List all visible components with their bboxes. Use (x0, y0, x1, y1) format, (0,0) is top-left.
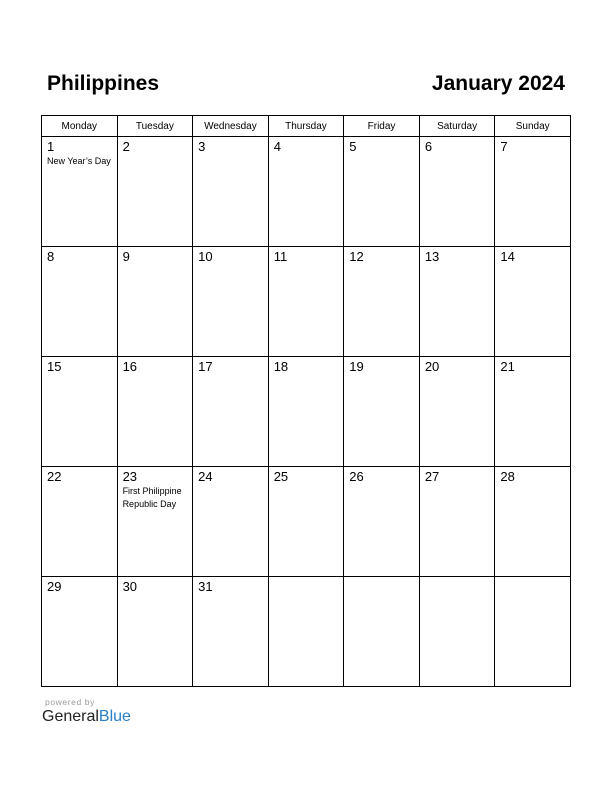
day-cell-content (118, 577, 193, 595)
day-number: 3 (198, 139, 206, 154)
day-cell-content (42, 357, 117, 375)
brand-general: General (42, 708, 99, 725)
day-cell (495, 357, 571, 467)
day-cell-content (193, 247, 268, 265)
day-cell-content (118, 357, 193, 375)
weekday-header: Monday (42, 116, 118, 137)
calendar-grid (41, 115, 571, 687)
day-number: 28 (500, 469, 515, 484)
empty-day-cell (419, 577, 495, 687)
day-cell (193, 247, 269, 357)
day-cell (268, 467, 344, 577)
day-number: 13 (424, 249, 440, 264)
day-cell-content (420, 357, 495, 375)
day-cell-content (193, 467, 268, 485)
day-number: 29 (47, 579, 62, 594)
day-number: 31 (198, 579, 213, 594)
month-title: January 2024 (431, 72, 565, 95)
day-number: 9 (122, 249, 130, 264)
holiday-label: First Philippine Republic Day (122, 486, 182, 509)
day-cell (42, 247, 118, 357)
day-cell (419, 247, 495, 357)
day-cell-content (193, 577, 268, 595)
country-title: Philippines (47, 72, 160, 95)
generalblue-logo[interactable] (42, 707, 131, 727)
day-cell-content (495, 247, 570, 265)
day-cell (193, 577, 269, 687)
day-cell (344, 467, 420, 577)
calendar-body (42, 137, 571, 687)
week-row (42, 137, 571, 247)
day-number: 6 (424, 139, 433, 154)
weekday-header: Thursday (268, 116, 344, 137)
day-number: 10 (198, 249, 213, 264)
week-row (42, 577, 571, 687)
day-cell (495, 467, 571, 577)
day-cell (268, 357, 344, 467)
day-cell-content (495, 137, 570, 155)
day-cell-content (420, 247, 495, 265)
weekday-header-row (42, 116, 571, 137)
day-number: 16 (122, 359, 138, 374)
day-cell-content (420, 467, 495, 485)
week-row (42, 467, 571, 577)
day-number: 25 (273, 469, 289, 484)
day-cell-content (344, 467, 419, 485)
day-number: 4 (273, 139, 281, 154)
day-number: 24 (198, 469, 213, 484)
day-number: 30 (122, 579, 138, 594)
weekday-header: Friday (344, 116, 420, 137)
day-cell (419, 137, 495, 247)
day-number: 7 (500, 139, 508, 154)
day-cell (193, 137, 269, 247)
day-cell (419, 357, 495, 467)
day-cell-content (42, 577, 117, 595)
day-number: 21 (500, 359, 515, 374)
day-cell (42, 357, 118, 467)
day-number: 22 (47, 469, 62, 484)
day-cell-content (495, 357, 570, 375)
day-number: 15 (47, 359, 62, 374)
day-cell-content (42, 247, 117, 265)
day-cell-content (42, 467, 117, 485)
day-number: 20 (424, 359, 440, 374)
day-cell (268, 137, 344, 247)
day-cell (495, 247, 571, 357)
day-number: 18 (273, 359, 289, 374)
day-cell (193, 357, 269, 467)
day-number: 26 (349, 469, 364, 484)
weekday-header: Tuesday (117, 116, 193, 137)
day-cell (344, 357, 420, 467)
day-cell-content (495, 577, 570, 579)
empty-day-cell (268, 577, 344, 687)
empty-day-cell (495, 577, 571, 687)
week-row (42, 247, 571, 357)
empty-day-cell (344, 577, 420, 687)
day-number: 12 (349, 249, 364, 264)
day-cell (419, 467, 495, 577)
day-cell (117, 467, 193, 577)
day-cell-content (193, 137, 268, 155)
day-cell-content (269, 467, 344, 485)
day-cell (117, 577, 193, 687)
day-cell (42, 467, 118, 577)
day-cell (42, 577, 118, 687)
day-cell-content (420, 577, 495, 579)
day-cell-content (193, 357, 268, 375)
day-cell-content (344, 247, 419, 265)
day-cell (117, 357, 193, 467)
day-cell (344, 247, 420, 357)
weekday-header: Sunday (495, 116, 571, 137)
day-number: 5 (349, 139, 357, 154)
day-cell (268, 247, 344, 357)
day-cell-content (118, 137, 193, 155)
day-cell-content (42, 137, 117, 168)
day-cell (344, 137, 420, 247)
day-number: 23 (122, 469, 138, 484)
day-number: 8 (47, 249, 55, 264)
day-number: 17 (198, 359, 213, 374)
day-number: 19 (349, 359, 364, 374)
brand-blue: Blue (98, 708, 131, 725)
day-cell-content (269, 577, 344, 579)
day-cell-content (344, 577, 419, 579)
day-cell-content (495, 467, 570, 485)
day-cell-content (420, 137, 495, 155)
day-number: 14 (500, 249, 515, 264)
footer-branding (42, 697, 131, 727)
day-number: 2 (122, 139, 130, 154)
day-number: 11 (273, 249, 288, 264)
day-cell (495, 137, 571, 247)
powered-by-text: powered by (45, 697, 95, 707)
day-cell (193, 467, 269, 577)
day-cell-content (269, 357, 344, 375)
day-cell (117, 247, 193, 357)
day-cell-content (118, 467, 193, 511)
holiday-label: New Year’s Day (47, 156, 111, 166)
weekday-header: Saturday (419, 116, 495, 137)
day-cell-content (269, 247, 344, 265)
week-row (42, 357, 571, 467)
weekday-header: Wednesday (193, 116, 269, 137)
day-cell (42, 137, 118, 247)
day-cell-content (269, 137, 344, 155)
day-cell-content (118, 247, 193, 265)
day-number: 1 (47, 139, 55, 154)
day-cell-content (344, 357, 419, 375)
day-cell (117, 137, 193, 247)
day-number: 27 (424, 469, 440, 484)
day-cell-content (344, 137, 419, 155)
